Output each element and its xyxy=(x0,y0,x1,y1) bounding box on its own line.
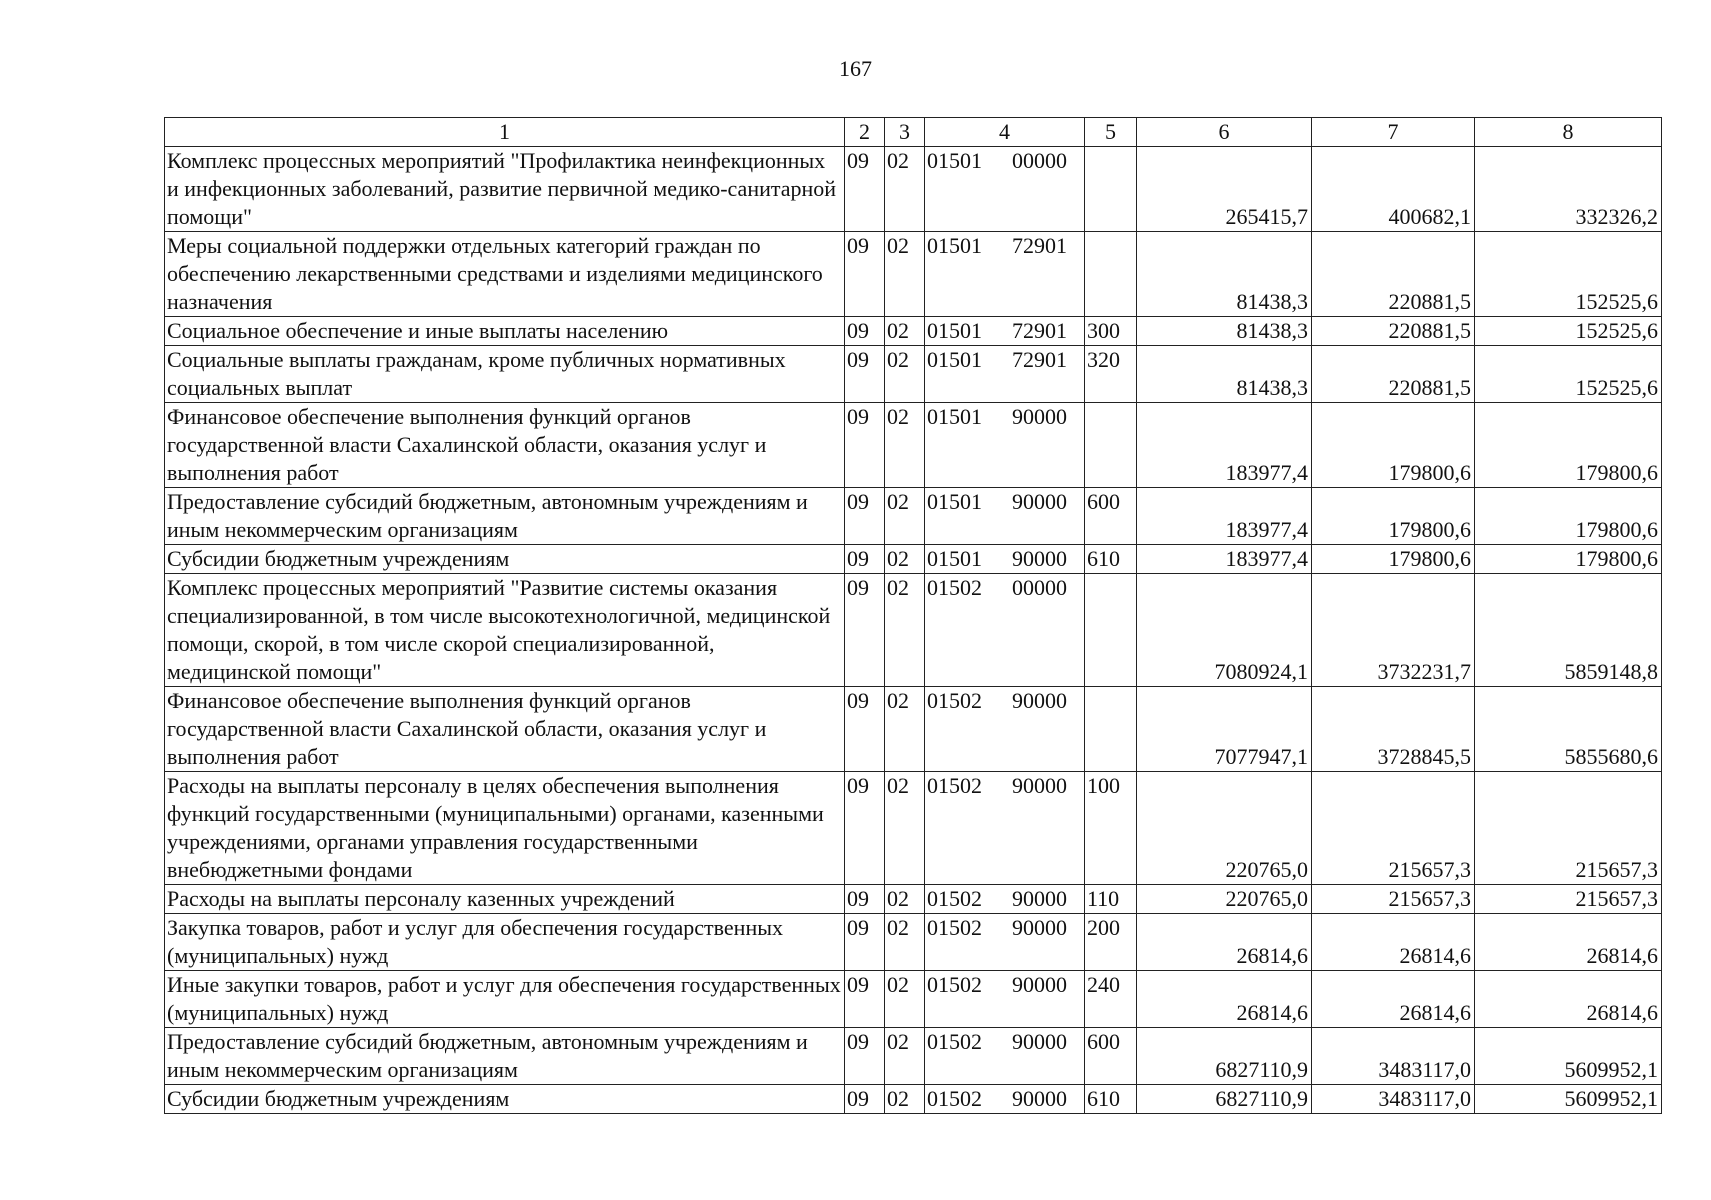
row-name: Предоставление субсидий бюджетным, автономным учреждениям и иным некоммерческим организациям xyxy=(165,1028,845,1085)
row-name: Субсидии бюджетным учреждениям xyxy=(165,1085,845,1114)
row-section-code: 09 xyxy=(845,545,885,574)
row-value-col8: 179800,6 xyxy=(1475,545,1662,574)
row-value-col6: 220765,0 xyxy=(1137,772,1312,885)
row-value-col8: 152525,6 xyxy=(1475,317,1662,346)
row-program-code: 01502 xyxy=(927,1029,982,1054)
row-value-col7: 26814,6 xyxy=(1312,914,1475,971)
row-value-col7: 179800,6 xyxy=(1312,545,1475,574)
row-value-col7: 3483117,0 xyxy=(1312,1085,1475,1114)
row-value-col8: 26814,6 xyxy=(1475,971,1662,1028)
table-row xyxy=(165,914,1662,971)
row-expense-type: 110 xyxy=(1085,885,1137,914)
row-value-col7: 220881,5 xyxy=(1312,232,1475,317)
row-section-code: 09 xyxy=(845,1028,885,1085)
row-target-article xyxy=(925,971,1085,1028)
row-subsection-code: 02 xyxy=(885,232,925,317)
row-value-col8: 5859148,8 xyxy=(1475,574,1662,687)
row-name: Закупка товаров, работ и услуг для обеспечения государственных (муниципальных) нужд xyxy=(165,914,845,971)
row-value-col8: 215657,3 xyxy=(1475,885,1662,914)
row-direction-code: 72901 xyxy=(1012,347,1067,372)
row-target-article xyxy=(925,488,1085,545)
header-col-6: 6 xyxy=(1137,118,1312,147)
row-expense-type: 300 xyxy=(1085,317,1137,346)
table-row xyxy=(165,574,1662,687)
header-col-1: 1 xyxy=(165,118,845,147)
row-subsection-code: 02 xyxy=(885,147,925,232)
row-value-col8: 179800,6 xyxy=(1475,403,1662,488)
row-value-col6: 220765,0 xyxy=(1137,885,1312,914)
row-program-code: 01501 xyxy=(927,233,982,258)
row-value-col6: 183977,4 xyxy=(1137,403,1312,488)
row-name: Финансовое обеспечение выполнения функций органов государственной власти Сахалинской области, оказания услуг и выполнения работ xyxy=(165,687,845,772)
row-direction-code: 90000 xyxy=(1012,773,1067,798)
row-value-col6: 265415,7 xyxy=(1137,147,1312,232)
row-name: Финансовое обеспечение выполнения функций органов государственной власти Сахалинской области, оказания услуг и выполнения работ xyxy=(165,403,845,488)
row-expense-type: 240 xyxy=(1085,971,1137,1028)
row-value-col8: 215657,3 xyxy=(1475,772,1662,885)
row-target-article xyxy=(925,232,1085,317)
row-section-code: 09 xyxy=(845,687,885,772)
row-expense-type: 200 xyxy=(1085,914,1137,971)
table-row xyxy=(165,772,1662,885)
row-value-col7: 179800,6 xyxy=(1312,403,1475,488)
row-subsection-code: 02 xyxy=(885,545,925,574)
row-section-code: 09 xyxy=(845,1085,885,1114)
row-value-col7: 220881,5 xyxy=(1312,346,1475,403)
header-col-3: 3 xyxy=(885,118,925,147)
header-col-2: 2 xyxy=(845,118,885,147)
row-program-code: 01501 xyxy=(927,148,982,173)
table-row xyxy=(165,885,1662,914)
row-subsection-code: 02 xyxy=(885,488,925,545)
row-subsection-code: 02 xyxy=(885,403,925,488)
row-subsection-code: 02 xyxy=(885,885,925,914)
row-direction-code: 90000 xyxy=(1012,1029,1067,1054)
header-row xyxy=(165,118,1662,147)
header-col-8: 8 xyxy=(1475,118,1662,147)
row-direction-code: 72901 xyxy=(1012,318,1067,343)
table-row xyxy=(165,1085,1662,1114)
row-expense-type: 100 xyxy=(1085,772,1137,885)
row-name: Расходы на выплаты персоналу казенных учреждений xyxy=(165,885,845,914)
row-subsection-code: 02 xyxy=(885,687,925,772)
row-value-col6: 81438,3 xyxy=(1137,232,1312,317)
row-value-col7: 26814,6 xyxy=(1312,971,1475,1028)
row-name: Социальное обеспечение и иные выплаты населению xyxy=(165,317,845,346)
table-row xyxy=(165,147,1662,232)
row-target-article xyxy=(925,346,1085,403)
row-value-col8: 332326,2 xyxy=(1475,147,1662,232)
row-section-code: 09 xyxy=(845,317,885,346)
row-target-article xyxy=(925,1028,1085,1085)
row-section-code: 09 xyxy=(845,232,885,317)
row-value-col6: 26814,6 xyxy=(1137,971,1312,1028)
table-body xyxy=(165,147,1662,1114)
row-expense-type: 320 xyxy=(1085,346,1137,403)
row-name: Предоставление субсидий бюджетным, автономным учреждениям и иным некоммерческим организациям xyxy=(165,488,845,545)
row-program-code: 01502 xyxy=(927,1086,982,1111)
row-value-col8: 152525,6 xyxy=(1475,346,1662,403)
row-expense-type xyxy=(1085,574,1137,687)
row-target-article xyxy=(925,147,1085,232)
row-subsection-code: 02 xyxy=(885,317,925,346)
row-name: Комплекс процессных мероприятий "Развитие системы оказания специализированной, в том числе высокотехнологичной, медицинской помощи, скорой, в том числе скорой специализированной, медицинской помощи" xyxy=(165,574,845,687)
table-row xyxy=(165,232,1662,317)
row-value-col7: 220881,5 xyxy=(1312,317,1475,346)
row-program-code: 01501 xyxy=(927,489,982,514)
row-target-article xyxy=(925,1085,1085,1114)
row-target-article xyxy=(925,317,1085,346)
row-name: Субсидии бюджетным учреждениям xyxy=(165,545,845,574)
row-subsection-code: 02 xyxy=(885,346,925,403)
row-subsection-code: 02 xyxy=(885,574,925,687)
row-direction-code: 00000 xyxy=(1012,148,1067,173)
row-value-col8: 26814,6 xyxy=(1475,914,1662,971)
row-name: Расходы на выплаты персоналу в целях обеспечения выполнения функций государственными (муниципальными) органами, казенными учреждениями, органами управления государственными внебюджетными фондами xyxy=(165,772,845,885)
row-target-article xyxy=(925,574,1085,687)
row-value-col6: 26814,6 xyxy=(1137,914,1312,971)
table-row xyxy=(165,687,1662,772)
row-value-col7: 215657,3 xyxy=(1312,885,1475,914)
row-direction-code: 90000 xyxy=(1012,546,1067,571)
row-expense-type xyxy=(1085,687,1137,772)
row-target-article xyxy=(925,885,1085,914)
header-col-4: 4 xyxy=(925,118,1085,147)
row-target-article xyxy=(925,687,1085,772)
row-subsection-code: 02 xyxy=(885,1085,925,1114)
table-row xyxy=(165,317,1662,346)
row-target-article xyxy=(925,772,1085,885)
row-value-col7: 179800,6 xyxy=(1312,488,1475,545)
row-direction-code: 90000 xyxy=(1012,915,1067,940)
table-row xyxy=(165,488,1662,545)
row-value-col6: 183977,4 xyxy=(1137,488,1312,545)
row-section-code: 09 xyxy=(845,971,885,1028)
row-subsection-code: 02 xyxy=(885,971,925,1028)
row-value-col6: 6827110,9 xyxy=(1137,1085,1312,1114)
row-program-code: 01501 xyxy=(927,404,982,429)
row-value-col7: 3732231,7 xyxy=(1312,574,1475,687)
header-col-7: 7 xyxy=(1312,118,1475,147)
row-value-col8: 5609952,1 xyxy=(1475,1085,1662,1114)
row-section-code: 09 xyxy=(845,574,885,687)
row-value-col6: 7077947,1 xyxy=(1137,687,1312,772)
row-expense-type: 610 xyxy=(1085,1085,1137,1114)
row-value-col8: 5609952,1 xyxy=(1475,1028,1662,1085)
table-row xyxy=(165,971,1662,1028)
row-value-col6: 81438,3 xyxy=(1137,317,1312,346)
row-value-col6: 7080924,1 xyxy=(1137,574,1312,687)
row-subsection-code: 02 xyxy=(885,1028,925,1085)
table-row xyxy=(165,346,1662,403)
row-expense-type: 600 xyxy=(1085,488,1137,545)
row-program-code: 01501 xyxy=(927,546,982,571)
row-value-col7: 3728845,5 xyxy=(1312,687,1475,772)
row-direction-code: 90000 xyxy=(1012,489,1067,514)
row-section-code: 09 xyxy=(845,885,885,914)
row-value-col8: 152525,6 xyxy=(1475,232,1662,317)
row-value-col8: 5855680,6 xyxy=(1475,687,1662,772)
row-program-code: 01501 xyxy=(927,347,982,372)
row-direction-code: 90000 xyxy=(1012,886,1067,911)
row-value-col8: 179800,6 xyxy=(1475,488,1662,545)
row-value-col6: 183977,4 xyxy=(1137,545,1312,574)
row-subsection-code: 02 xyxy=(885,772,925,885)
row-section-code: 09 xyxy=(845,147,885,232)
row-program-code: 01502 xyxy=(927,575,982,600)
row-name: Меры социальной поддержки отдельных категорий граждан по обеспечению лекарственными средствами и изделиями медицинского назначения xyxy=(165,232,845,317)
row-program-code: 01502 xyxy=(927,688,982,713)
row-value-col7: 400682,1 xyxy=(1312,147,1475,232)
table-row xyxy=(165,545,1662,574)
row-section-code: 09 xyxy=(845,488,885,545)
row-target-article xyxy=(925,914,1085,971)
row-direction-code: 90000 xyxy=(1012,404,1067,429)
row-direction-code: 00000 xyxy=(1012,575,1067,600)
row-direction-code: 90000 xyxy=(1012,972,1067,997)
page-number: 167 xyxy=(839,56,872,81)
row-expense-type: 600 xyxy=(1085,1028,1137,1085)
row-section-code: 09 xyxy=(845,772,885,885)
row-program-code: 01502 xyxy=(927,886,982,911)
row-program-code: 01502 xyxy=(927,972,982,997)
table-row xyxy=(165,403,1662,488)
row-program-code: 01502 xyxy=(927,915,982,940)
row-subsection-code: 02 xyxy=(885,914,925,971)
row-value-col7: 215657,3 xyxy=(1312,772,1475,885)
row-name: Социальные выплаты гражданам, кроме публичных нормативных социальных выплат xyxy=(165,346,845,403)
row-expense-type xyxy=(1085,403,1137,488)
row-direction-code: 90000 xyxy=(1012,1086,1067,1111)
row-value-col6: 6827110,9 xyxy=(1137,1028,1312,1085)
row-value-col7: 3483117,0 xyxy=(1312,1028,1475,1085)
row-expense-type xyxy=(1085,147,1137,232)
row-section-code: 09 xyxy=(845,914,885,971)
row-section-code: 09 xyxy=(845,403,885,488)
row-name: Иные закупки товаров, работ и услуг для обеспечения государственных (муниципальных) нужд xyxy=(165,971,845,1028)
row-target-article xyxy=(925,545,1085,574)
budget-table xyxy=(164,117,1662,1114)
table-row xyxy=(165,1028,1662,1085)
row-name: Комплекс процессных мероприятий "Профилактика неинфекционных и инфекционных заболеваний, развитие первичной медико-санитарной помощи" xyxy=(165,147,845,232)
row-program-code: 01502 xyxy=(927,773,982,798)
row-value-col6: 81438,3 xyxy=(1137,346,1312,403)
header-col-5: 5 xyxy=(1085,118,1137,147)
row-section-code: 09 xyxy=(845,346,885,403)
row-direction-code: 90000 xyxy=(1012,688,1067,713)
row-program-code: 01501 xyxy=(927,318,982,343)
row-target-article xyxy=(925,403,1085,488)
row-direction-code: 72901 xyxy=(1012,233,1067,258)
row-expense-type: 610 xyxy=(1085,545,1137,574)
row-expense-type xyxy=(1085,232,1137,317)
